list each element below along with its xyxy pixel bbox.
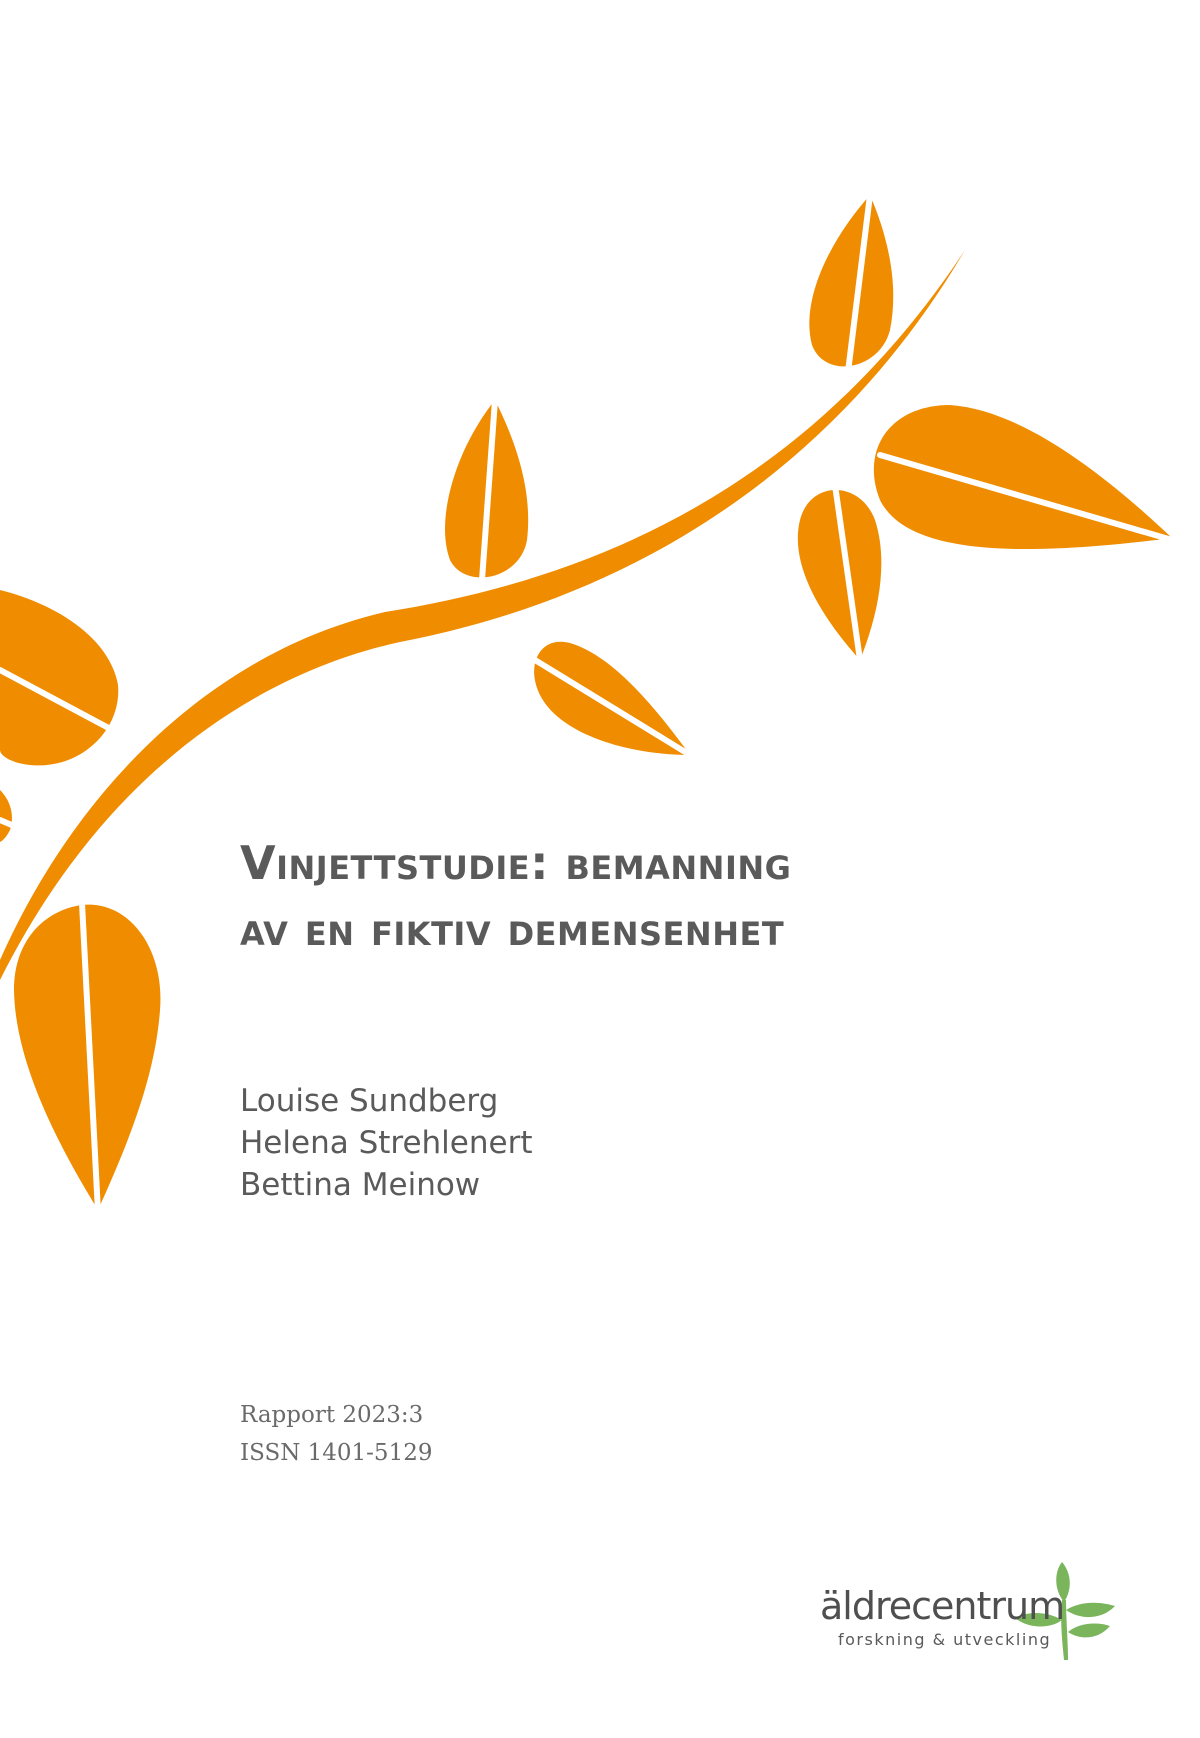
title-line-1: Vinjettstudie: bemanning (240, 836, 792, 890)
logo-wordmark: äldrecentrum (820, 1584, 1065, 1628)
report-info (240, 1396, 432, 1472)
aldrecentrum-logo (820, 1560, 1140, 1660)
title-line-2: av en fiktiv demensenhet (240, 902, 785, 956)
author-name: Bettina Meinow (240, 1167, 481, 1203)
logo-tagline: forskning & utveckling (838, 1630, 1052, 1649)
author-list (240, 1080, 533, 1206)
report-number: Rapport 2023:3 (240, 1402, 424, 1428)
author-name: Louise Sundberg (240, 1083, 499, 1119)
leaf (0, 790, 12, 842)
report-title (240, 830, 1140, 962)
author-name: Helena Strehlenert (240, 1125, 533, 1161)
issn-number: ISSN 1401-5129 (240, 1440, 433, 1466)
